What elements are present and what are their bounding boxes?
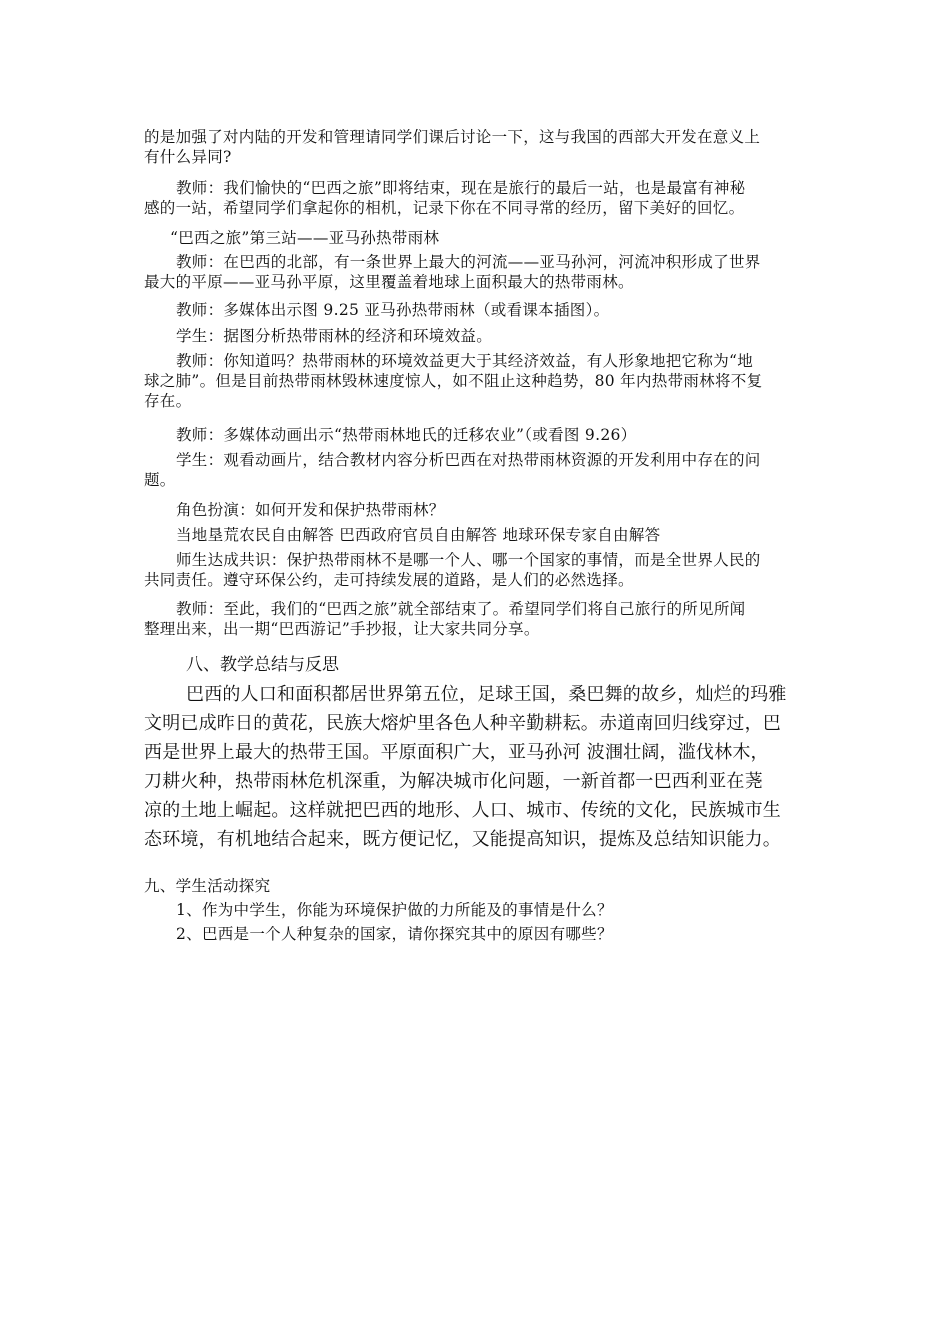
text-line: 感的一站，希望同学们拿起你的相机，记录下你在不同寻常的经历，留下美好的回忆。 bbox=[144, 199, 745, 217]
paragraph bbox=[0, 252, 950, 292]
text-line: 教师：你知道吗？热带雨林的环境效益更大于其经济效益，有人形象地把它称为“地 bbox=[176, 352, 754, 370]
paragraph bbox=[0, 599, 950, 639]
station-title: “巴西之旅”第三站——亚马孙热带雨林 bbox=[170, 229, 440, 247]
text-line: 师生达成共识：保护热带雨林不是哪一个人、哪一个国家的事情，而是全世界人民的 bbox=[176, 551, 761, 569]
paragraph bbox=[0, 525, 950, 545]
text-line: 的是加强了对内陆的开发和管理请同学们课后讨论一下，这与我国的西部大开发在意义上 bbox=[144, 128, 761, 146]
text-line: 共同责任。遵守环保公约，走可持续发展的道路，是人们的必然选择。 bbox=[144, 571, 634, 589]
paragraph bbox=[0, 228, 950, 248]
text-line: 题。 bbox=[144, 471, 176, 489]
text-line: 教师：多媒体动画出示“热带雨林地氏的迁移农业”（或看图 9.26） bbox=[176, 426, 637, 444]
text-line: 球之肺”。但是目前热带雨林毁林速度惊人，如不阻止这种趋势，80 年内热带雨林将不复 bbox=[144, 372, 763, 390]
text-line: 凉的土地上崛起。这样就把巴西的地形、人口、城市、传统的文化，民族城市生 bbox=[144, 800, 781, 821]
text-line: 刀耕火种，热带雨林危机深重，为解决城市化问题，一新首都一巴西利亚在荛 bbox=[144, 771, 763, 792]
text-line: 教师：至此，我们的“巴西之旅”就全部结束了。希望同学们将自己旅行的所见所闻 bbox=[176, 600, 746, 618]
section-nine bbox=[0, 876, 950, 944]
text-line: 存在。 bbox=[144, 392, 192, 410]
text-line: 角色扮演：如何开发和保护热带雨林？ bbox=[176, 501, 445, 519]
text-line: 最大的平原——亚马孙平原，这里覆盖着地球上面积最大的热带雨林。 bbox=[144, 273, 634, 291]
paragraph bbox=[0, 351, 950, 411]
paragraph bbox=[0, 178, 950, 218]
paragraph bbox=[0, 500, 950, 520]
paragraph bbox=[0, 450, 950, 490]
text-line: 态环境，有机地结合起来，既方便记忆，又能提高知识，提炼及总结知识能力。 bbox=[144, 829, 781, 850]
paragraph bbox=[0, 425, 950, 445]
text-line: 文明已成昨日的黄花，民族大熔炉里各色人种辛勤耕耘。赤道南回归线穿过，巴 bbox=[144, 713, 781, 734]
paragraph bbox=[0, 300, 950, 320]
text-line: 巴西的人口和面积都居世界第五位，足球王国，桑巴舞的故乡，灿烂的玛雅 bbox=[186, 684, 787, 705]
paragraph bbox=[0, 550, 950, 590]
list-item: 2、巴西是一个人种复杂的国家，请你探究其中的原因有哪些？ bbox=[176, 925, 613, 943]
text-line: 学生：观看动画片，结合教材内容分析巴西在对热带雨林资源的开发利用中存在的问 bbox=[176, 451, 761, 469]
paragraph bbox=[0, 127, 950, 167]
paragraph bbox=[0, 326, 950, 346]
summary-paragraph bbox=[0, 680, 950, 854]
text-line: 西是世界上最大的热带王国。平原面积广大，亚马孙河 波涠壮阔，滥伐林木， bbox=[144, 742, 769, 763]
list-item: 1、作为中学生，你能为环境保护做的力所能及的事情是什么？ bbox=[176, 901, 613, 919]
text-line: 整理出来，出一期“巴西游记”手抄报，让大家共同分享。 bbox=[144, 620, 540, 638]
text-line: 当地垦荒农民自由解答 巴西政府官员自由解答 地球环保专家自由解答 bbox=[176, 526, 661, 544]
section-heading: 八、教学总结与反思 bbox=[186, 655, 339, 675]
section-heading: 九、学生活动探究 bbox=[144, 877, 271, 895]
text-line: 有什么异同? bbox=[144, 148, 232, 166]
text-line: 教师：我们愉快的“巴西之旅”即将结束，现在是旅行的最后一站，也是最富有神秘 bbox=[176, 179, 746, 197]
text-line: 教师：多媒体出示图 9.25 亚马孙热带雨林（或看课本插图）。 bbox=[176, 301, 610, 319]
text-line: 学生：据图分析热带雨林的经济和环境效益。 bbox=[176, 327, 493, 345]
text-line: 教师：在巴西的北部，有一条世界上最大的河流——亚马孙河，河流冲积形成了世界 bbox=[176, 253, 761, 271]
